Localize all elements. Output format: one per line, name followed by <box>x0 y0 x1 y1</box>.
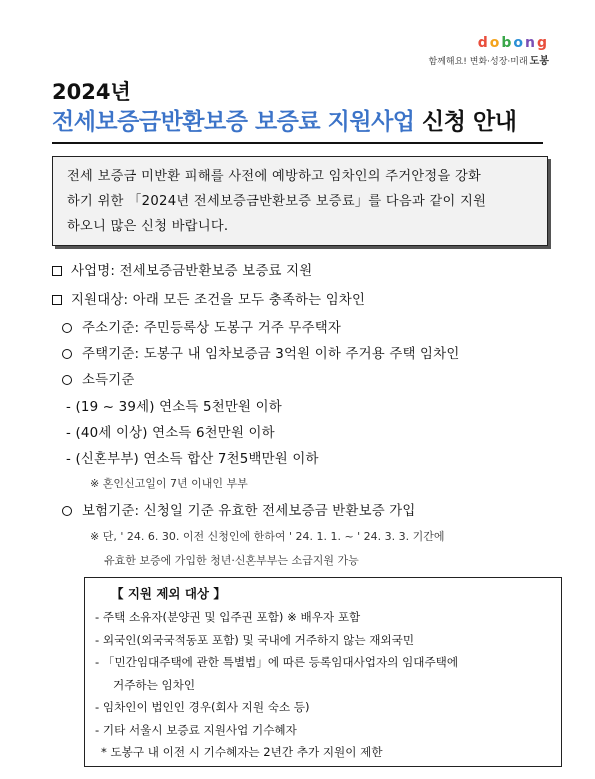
logo-wordmark <box>429 36 549 50</box>
item-target <box>52 289 365 308</box>
item-project-text: 사업명: 전세보증금반환보증 보증료 지원 <box>71 264 313 279</box>
square-bullet-icon <box>52 266 62 276</box>
logo-letter: o <box>489 35 502 51</box>
item-income <box>62 369 135 388</box>
exclusion-item: - 기타 서울시 보증료 지원사업 기수혜자 <box>95 722 297 737</box>
intro-line: 하기 위한 「2024년 전세보증금반환보증 보증료」를 다음과 같이 지원 <box>67 194 487 209</box>
exclusion-item: - 임차인이 법인인 경우(회사 지원 숙소 등) <box>95 700 310 714</box>
logo-letter: n <box>525 35 537 51</box>
exclusion-box <box>84 577 562 767</box>
intro-line: 하오니 많은 신청 바랍니다. <box>67 219 229 234</box>
income-age-19-39: - (19 ~ 39세) 연소득 5천만원 이하 <box>66 400 282 415</box>
insurance-note-line-1: ※ 단, ' 24. 6. 30. 이전 신청인에 한하여 ' 24. 1. 1. ~ ' 24. 3. 3. 기간에 <box>90 530 445 543</box>
dobong-logo <box>429 36 549 67</box>
item-insurance <box>62 500 416 519</box>
item-housing <box>62 343 459 362</box>
logo-letter: b <box>501 35 514 51</box>
page-title <box>52 103 516 136</box>
item-project <box>52 260 312 279</box>
item-housing-text: 주택기준: 도봉구 내 임차보증금 3억원 이하 주거용 주택 임차인 <box>82 347 460 362</box>
insurance-note-line-2: 유효한 보증에 가입한 청년·신혼부부는 소급지원 가능 <box>104 554 359 567</box>
logo-letter: g <box>536 35 549 51</box>
title-divider <box>52 142 543 144</box>
logo-tagline <box>429 52 549 67</box>
square-bullet-icon <box>52 295 62 305</box>
intro-box <box>52 156 548 246</box>
circle-bullet-icon <box>62 323 72 333</box>
income-age-40-plus: - (40세 이상) 연소득 6천만원 이하 <box>66 426 275 441</box>
page-title-black: 신청 안내 <box>422 109 517 135</box>
exclusion-item-continued: 거주하는 임차인 <box>113 677 196 692</box>
item-target-text: 지원대상: 아래 모든 조건을 모두 충족하는 임차인 <box>71 293 366 308</box>
intro-line: 전세 보증금 미반환 피해를 사전에 예방하고 임차인의 주거안정을 강화 <box>67 169 482 184</box>
logo-district: 도봉 <box>529 56 549 67</box>
exclusion-title: 【 지원 제외 대상 】 <box>111 586 226 601</box>
title-year: 2024년 <box>52 80 131 104</box>
item-income-text: 소득기준 <box>82 373 135 388</box>
income-note: ※ 혼인신고일이 7년 이내인 부부 <box>90 477 248 490</box>
logo-letter: o <box>513 35 525 51</box>
exclusion-footnote: * 도봉구 내 이전 시 기수혜자는 2년간 추가 지원이 제한 <box>101 745 383 759</box>
income-newlyweds: - (신혼부부) 연소득 합산 7천5백만원 이하 <box>66 452 319 467</box>
item-address-text: 주소기준: 주민등록상 도봉구 거주 무주택자 <box>82 321 341 336</box>
logo-letter: d <box>477 35 490 51</box>
exclusion-item: - 주택 소유자(분양권 및 입주권 포함) ※ 배우자 포함 <box>95 610 361 624</box>
item-address <box>62 317 341 336</box>
circle-bullet-icon <box>62 375 72 385</box>
logo-tagline-text: 함께해요! 변화·성장·미래 <box>428 57 528 67</box>
item-insurance-text: 보험기준: 신청일 기준 유효한 전세보증금 반환보증 가입 <box>82 504 416 519</box>
page-title-blue: 전세보증금반환보증 보증료 지원사업 <box>52 109 415 135</box>
exclusion-item: - 외국인(외국국적동포 포함) 및 국내에 거주하지 않는 재외국민 <box>95 632 415 647</box>
circle-bullet-icon <box>62 349 72 359</box>
exclusion-item: - 「민간임대주택에 관한 특별법」에 따른 등록임대사업자의 임대주택에 <box>95 655 459 669</box>
circle-bullet-icon <box>62 506 72 516</box>
